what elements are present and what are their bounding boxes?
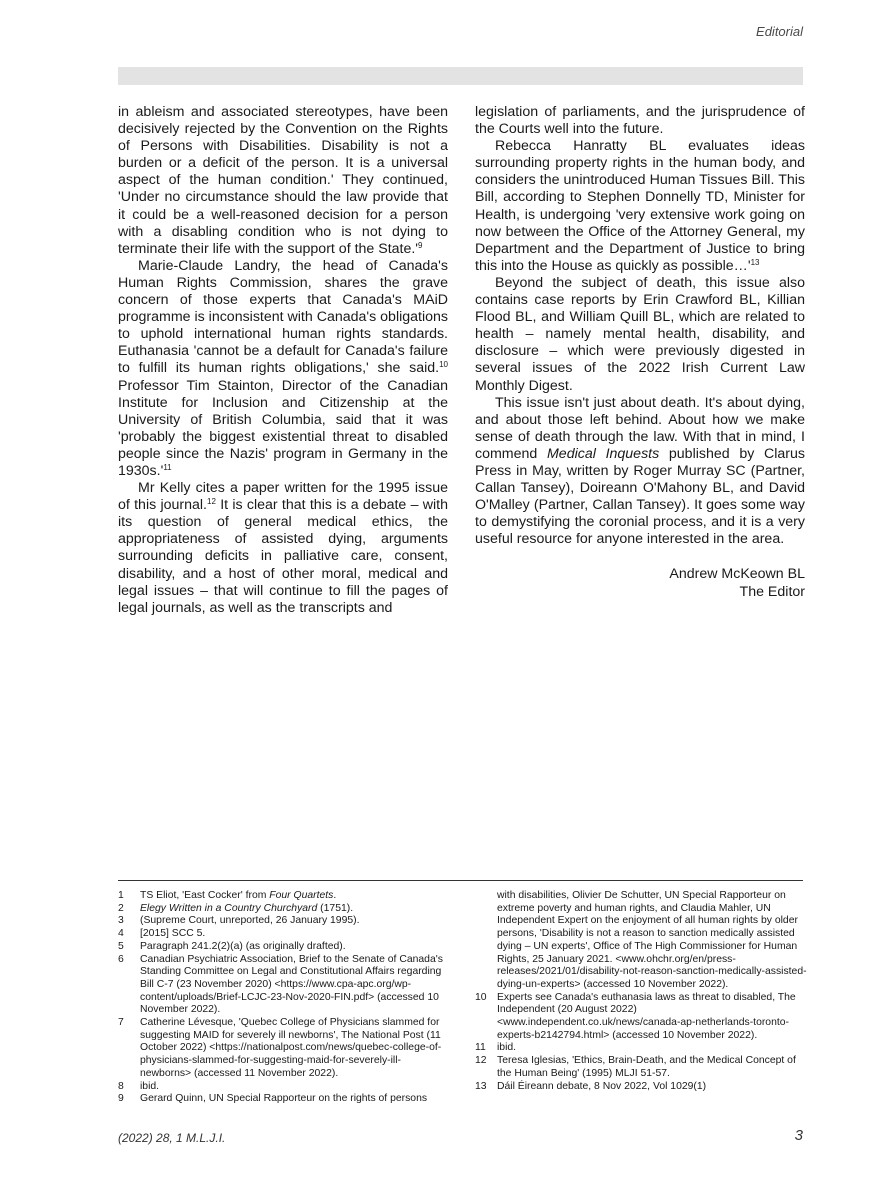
footnote: 7 Catherine Lévesque, 'Quebec College of Physicians slammed for suggesting MAID for severely ill newborns', The National Post (11 October 2022) <https://nationalpost.com/news/quebec-college-of-physicians-slammed-for-suggesting-maid-for-severely-ill-newborns> (accessed 11 November 2022). [118, 1017, 442, 1079]
paragraph: This issue isn't just about death. It's about dying, and about those left behind. About how we make sense of death through the law. With that in mind, I commend Medical Inquests published by Clarus Press in May, written by Roger Murray SC (Partner, Callan Tansey), Doireann O'Mahony BL, and David O'Malley (Partner, Callan Tansey). It goes some way to demystifying the coronial process, and it is a very useful resource for anyone interested in the area. [475, 394, 805, 548]
signature [475, 566, 805, 601]
book-title: Medical Inquests [546, 445, 660, 462]
footnote: 1 TS Eliot, 'East Cocker' from Four Quartets. [118, 890, 337, 901]
footnote-ref[interactable]: 9 [418, 240, 423, 250]
footnote: 12 Teresa Iglesias, 'Ethics, Brain-Death, and the Medical Concept of the Human Being' (1995) MLJI 51-57. [475, 1055, 796, 1079]
footnote-ref[interactable]: 10 [439, 360, 448, 370]
footnote: 3 (Supreme Court, unreported, 26 January 1995). [118, 915, 360, 927]
footnote-divider [118, 880, 803, 881]
section-label: Editorial [756, 24, 803, 39]
footnote: 2 Elegy Written in a Country Churchyard (1751). [118, 902, 354, 914]
footnotes-left [118, 890, 452, 1106]
footnote: 4 [2015] SCC 5. [118, 928, 206, 940]
footnote-ref[interactable]: 11 [163, 462, 172, 472]
header-band [118, 67, 803, 85]
footnote: 5 Paragraph 241.2(2)(a) (as originally drafted). [118, 940, 346, 952]
signature-name: Andrew McKeown BL [669, 566, 805, 583]
journal-citation: (2022) 28, 1 M.L.J.I. [118, 1131, 226, 1145]
footnotes-right [475, 890, 809, 1093]
page-number: 3 [794, 1127, 803, 1144]
footnote: 9 Gerard Quinn, UN Special Rapporteur on the rights of persons [118, 1093, 428, 1105]
footnote-ref[interactable]: 12 [207, 497, 216, 507]
paragraph: in ableism and associated stereotypes, have been decisively rejected by the Convention on the Rights of Persons with Disabilities. Disability is not a burden or a deficit of the person. It is a universal aspect of the human condition.' They continued, 'Under no circumstance should the law provide that it could be a well-reasoned decision for a person with a disabling condition who is not dying to terminate their life with the support of the $State.'^9$ [118, 104, 448, 257]
paragraph: Beyond the subject of death, this issue also contains case reports by Erin Crawford BL, Killian Flood BL, and William Quill BL, which are related to health – namely mental health, disability, and disclosure – which were previously digested in several issues of the 2022 Irish Current Law Monthly Digest. [475, 274, 805, 394]
footnote: 6 Canadian Psychiatric Association, Brief to the Senate of Canada's Standing Committee on Legal and Constitutional Affairs regarding Bill C-7 (23 November 2020) <https://www.cpa-apc.org/wp-content/uploads/Brief-LCJC-23-Nov-2020-FIN.pdf> (accessed 10 November 2022). [118, 953, 443, 1016]
footnote: 13 Dáil Éireann debate, 8 Nov 2022, Vol 1029(1) [475, 1080, 707, 1092]
paragraph: Marie-Claude Landry, the head of Canada's Human Rights Commission, shares the grave concern of those experts that Canada's MAiD programme is inconsistent with Canada's obligations to uphold international human rights standards. Euthanasia 'cannot be a default for Canada's failure to fulfill its human rights obligations,' she said.$^{10}$ Professor Tim Stainton, Director of the Canadian Institute for Inclusion and Citizenship at the University of British Columbia, said that it was 'probably the biggest existential threat to disabled people since the Nazis' program in Germany in the $1930s.'^{11}$ [118, 257, 448, 479]
footnote-continuation: with disabilities, Olivier De Schutter, UN Special Rapporteur on extreme poverty and human rights, and Claudia Mahler, UN Independent Expert on the enjoyment of all human rights by older persons, 'Disability is not a reason to sanction medically assisted dying – UN experts', Office of The High Commissioner for Human Rights, 25 January 2021. <www.ohchr.org/en/press-releases/2021/01/disability-not-reason-sanction-medically-assisted-dying-un-experts> (accessed 10 November 2022). [497, 890, 807, 990]
signature-role: The Editor [739, 583, 805, 600]
paragraph: Rebecca Hanratty BL evaluates ideas surrounding property rights in the human body, and considers the unintroduced Human Tissues Bill. This Bill, according to Stephen Donnelly TD, Minister for Health, is undergoing 'very extensive work going on now between the Office of the Attorney General, my Department and the Department of Justice to bring this into the House as quickly as $possible\dots'^{13}$ [475, 138, 805, 274]
body-column-right [475, 104, 805, 601]
footnote-ref[interactable]: 13 [750, 257, 760, 267]
footnote: 10 Experts see Canada's euthanasia laws as threat to disabled, The Independent (20 August 2022) <www.independent.co.uk/news/canada-ap-netherlands-toronto-experts-b2142794.html> (accessed 10 November 2022). [475, 991, 796, 1041]
footnote: 8 ibid. [118, 1080, 160, 1092]
paragraph: legislation of parliaments, and the jurisprudence of the Courts well into the future. [475, 104, 805, 138]
paragraph: Mr Kelly cites a paper written for the 1995 issue of this journal.$^{12}$ It is clear that this is a debate – with its question of general medical ethics, the appropriateness of assisted dying, arguments surrounding deficits in palliative care, consent, disability, and a host of other moral, medical and legal issues – that will continue to fill the pages of legal journals, as well as the transcripts and [118, 480, 448, 616]
footnote: 11 ibid. [475, 1042, 517, 1054]
body-column-left [118, 104, 448, 617]
